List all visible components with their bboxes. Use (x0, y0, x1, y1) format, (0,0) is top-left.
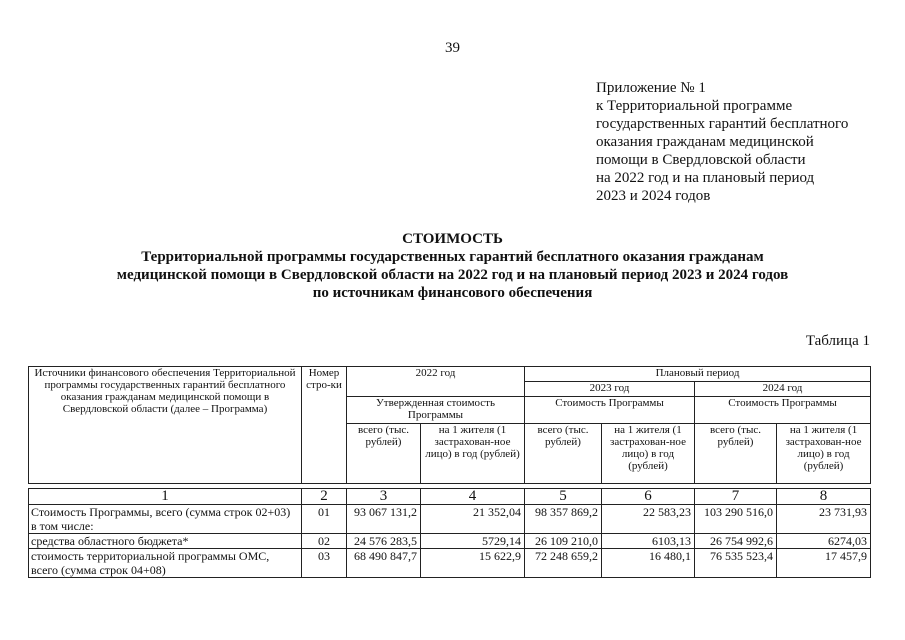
column-number: 6 (602, 489, 695, 505)
header-approved-cost: Утвержденная стоимость Программы (347, 397, 525, 424)
cell-total-2023: 72 248 659,2 (525, 549, 602, 578)
header-program-cost-2023: Стоимость Программы (525, 397, 695, 424)
title-line: Территориальной программы государственных гарантий бесплатного оказания гражданам (141, 249, 764, 265)
cell-per-capita-2023: 22 583,23 (602, 505, 695, 534)
table-row (29, 505, 871, 534)
table-row (29, 534, 871, 549)
header-total-2023: всего (тыс. рублей) (525, 424, 602, 484)
column-number: 8 (777, 489, 871, 505)
cell-per-capita-2024: 6274,03 (777, 534, 871, 549)
row-number: 03 (302, 549, 347, 578)
column-number: 5 (525, 489, 602, 505)
column-number: 2 (302, 489, 347, 505)
cell-per-capita-2022: 5729,14 (421, 534, 525, 549)
column-number: 4 (421, 489, 525, 505)
header-per-capita-2023: на 1 жителя (1 застрахован-ное лицо) в год (рублей) (602, 424, 695, 484)
column-number: 7 (695, 489, 777, 505)
header-planning-period: Плановый период (525, 367, 871, 382)
header-per-capita-2022: на 1 жителя (1 застрахован-ное лицо) в год (рублей) (421, 424, 525, 484)
column-number: 3 (347, 489, 421, 505)
title-line: по источникам финансового обеспечения (312, 285, 593, 301)
cell-total-2024: 76 535 523,4 (695, 549, 777, 578)
table-label: Таблица 1 (805, 333, 870, 349)
appendix-line: государственных гарантий бесплатного (596, 116, 849, 132)
cell-total-2022: 68 490 847,7 (347, 549, 421, 578)
cell-per-capita-2022: 21 352,04 (421, 505, 525, 534)
appendix-line: Приложение № 1 (596, 80, 706, 96)
table-row (29, 549, 871, 578)
header-total-2022: всего (тыс. рублей) (347, 424, 421, 484)
header-source: Источники финансового обеспечения Территориальной программы государственных гарантий бесплатного оказания гражданам медицинской помощи в Свердловской области (далее – Программа) (29, 367, 302, 484)
appendix-line: на 2022 год и на плановый период (596, 170, 815, 186)
cell-per-capita-2024: 23 731,93 (777, 505, 871, 534)
row-name: стоимость территориальной программы ОМС, всего (сумма строк 04+08) (29, 549, 302, 578)
document-title (0, 230, 905, 302)
row-number: 01 (302, 505, 347, 534)
row-name-text: Стоимость Программы, всего (сумма строк 02+03) (31, 505, 291, 519)
appendix-line: 2023 и 2024 годов (596, 188, 711, 204)
cell-total-2024: 103 290 516,0 (695, 505, 777, 534)
row-subtext: в том числе: (31, 519, 94, 533)
title-line: СТОИМОСТЬ (402, 231, 503, 247)
cell-total-2022: 24 576 283,5 (347, 534, 421, 549)
cell-per-capita-2022: 15 622,9 (421, 549, 525, 578)
header-year-2022: 2022 год (347, 367, 525, 397)
cell-total-2024: 26 754 992,6 (695, 534, 777, 549)
cell-total-2022: 93 067 131,2 (347, 505, 421, 534)
cost-table (28, 366, 871, 578)
cell-total-2023: 26 109 210,0 (525, 534, 602, 549)
header-year-2023: 2023 год (525, 382, 695, 397)
row-name (29, 505, 302, 534)
row-name: средства областного бюджета* (29, 534, 302, 549)
header-row-number: Номер стро-ки (302, 367, 347, 484)
appendix-line: помощи в Свердловской области (596, 152, 806, 168)
header-per-capita-2024: на 1 жителя (1 застрахован-ное лицо) в год (рублей) (777, 424, 871, 484)
appendix-line: оказания гражданам медицинской (596, 134, 814, 150)
cell-per-capita-2023: 6103,13 (602, 534, 695, 549)
cell-per-capita-2024: 17 457,9 (777, 549, 871, 578)
appendix-note (596, 79, 848, 205)
cell-per-capita-2023: 16 480,1 (602, 549, 695, 578)
column-number: 1 (29, 489, 302, 505)
header-year-2024: 2024 год (695, 382, 871, 397)
page-number: 39 (445, 40, 460, 56)
appendix-line: к Территориальной программе (596, 98, 793, 114)
header-program-cost-2024: Стоимость Программы (695, 397, 871, 424)
row-number: 02 (302, 534, 347, 549)
header-total-2024: всего (тыс. рублей) (695, 424, 777, 484)
cell-total-2023: 98 357 869,2 (525, 505, 602, 534)
title-line: медицинской помощи в Свердловской области на 2022 год и на плановый период 2023 и 2024 годов (116, 267, 789, 283)
